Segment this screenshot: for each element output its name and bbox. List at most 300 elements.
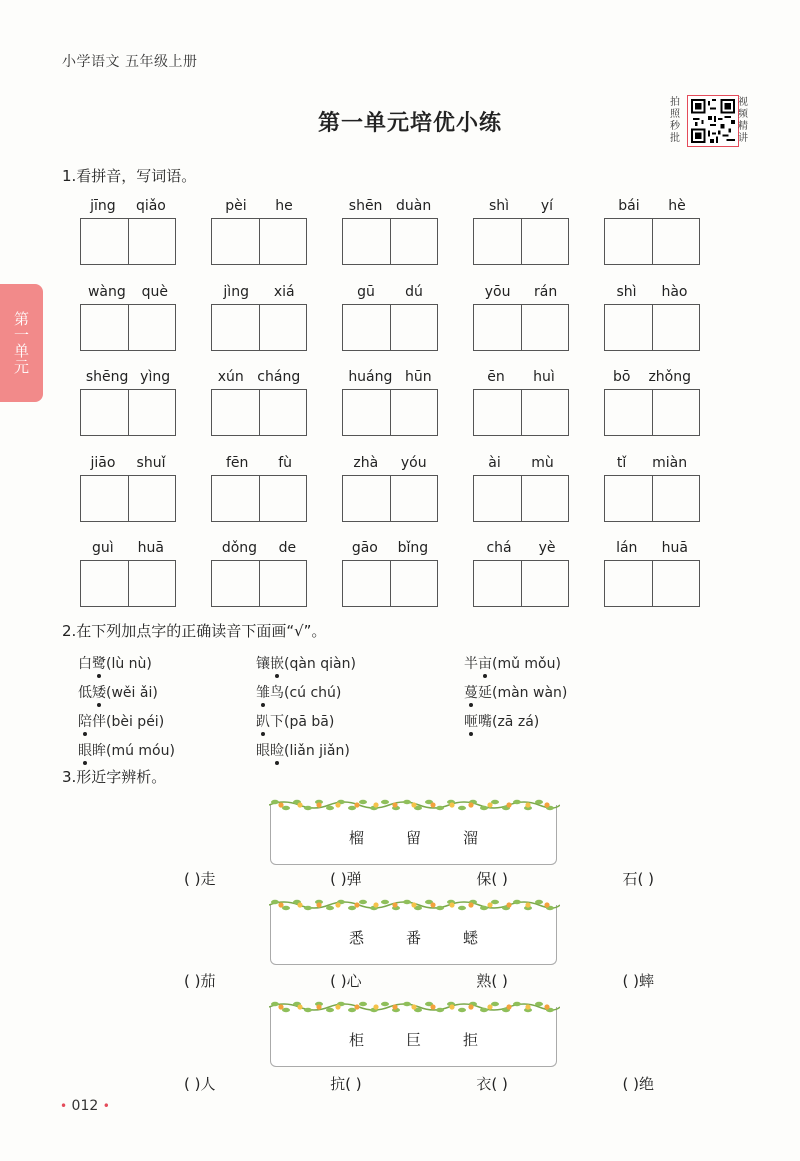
page-number (60, 1098, 110, 1114)
word-cell (342, 452, 438, 538)
pinyin-syllable: gū (357, 283, 375, 300)
writing-box[interactable] (474, 390, 521, 435)
writing-boxes (211, 475, 307, 522)
q1-title: 1.看拼音，写词语。 (62, 167, 197, 185)
reading-options: 延(màn wàn) (478, 684, 568, 701)
word-cell (211, 195, 307, 281)
pronunciation-item[interactable] (256, 711, 464, 731)
word-cell (80, 366, 176, 452)
fill-blank[interactable]: 熟( ) (476, 972, 508, 990)
reading-options: 嘴(zā zá) (478, 713, 540, 730)
pinyin-label (604, 195, 700, 218)
writing-boxes (604, 389, 700, 436)
dotted-char-text: 睑 (270, 742, 284, 759)
flower-vine-icon (269, 999, 560, 1015)
word-cell (211, 452, 307, 538)
pinyin-syllable: pèi (225, 198, 247, 214)
dotted-char (78, 714, 92, 730)
writing-box[interactable] (521, 219, 569, 264)
dotted-char (92, 685, 106, 701)
pinyin-syllable: shì (616, 283, 637, 300)
fill-blank[interactable]: ( )绝 (622, 1075, 654, 1093)
emphasis-dot-icon (469, 703, 473, 707)
card-char: 番 (405, 929, 421, 947)
writing-box[interactable] (343, 305, 390, 350)
pinyin-label (473, 452, 569, 475)
pinyin-syllable: yè (538, 540, 556, 556)
word-char: 白 (78, 655, 92, 672)
writing-box[interactable] (81, 305, 128, 350)
pinyin-syllable: rán (534, 283, 558, 300)
pinyin-label (80, 537, 176, 560)
pinyin-syllable: fēn (225, 454, 249, 471)
writing-box[interactable] (605, 390, 652, 435)
word-cell (80, 452, 176, 538)
pinyin-syllable: guì (92, 540, 114, 556)
card-char: 蟋 (463, 929, 479, 947)
pinyin-label (80, 366, 176, 389)
pinyin-syllable: yōu (484, 283, 511, 300)
writing-box[interactable] (390, 390, 438, 435)
writing-boxes (342, 475, 438, 522)
word-cell (473, 366, 569, 452)
pinyin-label (342, 195, 438, 218)
pinyin-label (604, 281, 700, 304)
fill-blank[interactable]: 衣( ) (476, 1075, 508, 1093)
writing-box[interactable] (259, 561, 307, 606)
pinyin-syllable: shì (488, 198, 509, 214)
emphasis-dot-icon (97, 703, 101, 707)
writing-boxes (80, 218, 176, 265)
emphasis-dot-icon (83, 761, 87, 765)
pinyin-syllable: yìng (140, 369, 171, 385)
word-cell (604, 366, 700, 452)
pinyin-label (604, 452, 700, 475)
writing-box[interactable] (128, 305, 176, 350)
pronunciation-item[interactable] (256, 740, 464, 760)
dotted-char (78, 743, 92, 759)
card-chars (271, 827, 556, 848)
pinyin-label (473, 195, 569, 218)
fill-blank[interactable]: 保( ) (476, 870, 508, 888)
writing-box[interactable] (212, 219, 259, 264)
pinyin-syllable: bái (618, 198, 640, 214)
writing-box[interactable] (128, 476, 176, 521)
fill-blank[interactable]: ( )心 (330, 972, 362, 990)
dotted-char-text: 雏 (256, 684, 270, 701)
pinyin-syllable: hè (668, 198, 686, 214)
pinyin-grid (80, 195, 700, 623)
word-cell (473, 537, 569, 623)
pinyin-label (80, 281, 176, 304)
writing-box[interactable] (652, 476, 700, 521)
word-row (80, 452, 700, 538)
pinyin-label (473, 537, 569, 560)
pinyin-syllable: hūn (405, 369, 432, 385)
card-char: 悉 (348, 929, 364, 947)
pinyin-syllable: xiá (273, 283, 295, 300)
pinyin-syllable: huáng (348, 369, 393, 385)
pronunciation-row (78, 677, 718, 706)
pinyin-label (211, 281, 307, 304)
pinyin-label (473, 366, 569, 389)
writing-boxes (211, 304, 307, 351)
writing-box[interactable] (605, 561, 652, 606)
writing-box[interactable] (521, 390, 569, 435)
writing-boxes (342, 560, 438, 607)
pinyin-syllable: de (278, 540, 297, 556)
reading-options: 伴(bèi péi) (92, 713, 165, 730)
writing-box[interactable] (128, 219, 176, 264)
char-card (270, 805, 557, 865)
writing-box[interactable] (212, 305, 259, 350)
fill-blank-row (184, 868, 654, 889)
book-header: 小学语文 五年级上册 (62, 54, 198, 70)
qr-right-char: 视 (738, 97, 748, 108)
dotted-char-text: 眼 (78, 742, 92, 759)
pinyin-label (342, 281, 438, 304)
pinyin-syllable: cháng (257, 369, 301, 385)
dotted-char-text: 矮 (92, 684, 106, 701)
dotted-char (256, 714, 270, 730)
card-chars (271, 1029, 556, 1050)
char-card (270, 905, 557, 965)
dotted-char-text: 亩 (478, 655, 492, 672)
writing-box[interactable] (343, 390, 390, 435)
emphasis-dot-icon (261, 703, 265, 707)
writing-box[interactable] (521, 476, 569, 521)
pinyin-syllable: zhǒng (648, 369, 691, 385)
writing-box[interactable] (521, 305, 569, 350)
qr-right-char: 精 (738, 121, 748, 132)
writing-box[interactable] (212, 390, 259, 435)
writing-box[interactable] (212, 476, 259, 521)
word-row (80, 366, 700, 452)
pinyin-syllable: lán (616, 540, 638, 556)
word-cell (473, 281, 569, 367)
pinyin-syllable: què (141, 283, 169, 300)
pinyin-label (473, 281, 569, 304)
word-char: 半 (464, 655, 478, 672)
dotted-char (464, 714, 478, 730)
writing-boxes (604, 560, 700, 607)
card-char: 榴 (348, 829, 364, 847)
writing-boxes (604, 218, 700, 265)
pronunciation-item[interactable] (464, 711, 664, 731)
pinyin-syllable: duàn (396, 198, 432, 214)
pinyin-syllable: qiǎo (135, 198, 166, 214)
word-cell (604, 452, 700, 538)
fill-blank[interactable]: ( )蟀 (622, 972, 654, 990)
reading-options: (mǔ mǒu) (492, 655, 561, 672)
card-char: 柜 (348, 1031, 364, 1049)
pronunciation-item[interactable] (78, 740, 256, 760)
dotted-char (256, 685, 270, 701)
pinyin-label (342, 452, 438, 475)
reading-options: (liǎn jiǎn) (284, 742, 350, 759)
writing-boxes (80, 304, 176, 351)
pinyin-syllable: wàng (87, 283, 126, 300)
writing-boxes (211, 560, 307, 607)
dotted-char (92, 656, 106, 672)
pronunciation-item[interactable] (78, 682, 256, 702)
word-cell (604, 281, 700, 367)
pinyin-syllable: tǐ (616, 454, 627, 471)
pinyin-syllable: ài (488, 454, 501, 471)
unit-side-tab[interactable] (0, 284, 43, 402)
word-cell (473, 452, 569, 538)
flower-vine-icon (269, 897, 560, 913)
word-char: 低 (78, 684, 92, 701)
writing-box[interactable] (259, 476, 307, 521)
pinyin-syllable: dú (405, 283, 423, 300)
pinyin-syllable: shēn (348, 198, 383, 214)
qr-block[interactable] (670, 95, 760, 150)
writing-box[interactable] (652, 561, 700, 606)
pinyin-syllable: mù (531, 454, 554, 471)
writing-box[interactable] (81, 390, 128, 435)
fill-blank[interactable]: 抗( ) (330, 1075, 362, 1093)
writing-box[interactable] (474, 219, 521, 264)
qr-left-char: 拍 (670, 97, 680, 108)
fill-blank[interactable]: ( )人 (184, 1075, 216, 1093)
word-row (80, 537, 700, 623)
qr-code-icon[interactable] (687, 95, 739, 147)
reading-options: 鸟(cú chú) (270, 684, 342, 701)
fill-blank[interactable]: ( )茄 (184, 972, 216, 990)
fill-blank-row (184, 1073, 654, 1094)
dotted-char-text: 蔓 (464, 684, 478, 701)
pinyin-syllable: dǒng (221, 540, 258, 556)
page-number-text: 012 (71, 1098, 99, 1114)
pinyin-syllable: miàn (652, 454, 688, 471)
writing-box[interactable] (605, 219, 652, 264)
q2-title: 2.在下列加点字的正确读音下面画“√”。 (62, 622, 327, 640)
word-cell (80, 195, 176, 281)
emphasis-dot-icon (275, 674, 279, 678)
page-number-bullet: • (60, 1099, 68, 1113)
writing-box[interactable] (390, 305, 438, 350)
qr-left-char: 秒 (670, 121, 680, 132)
fill-blank[interactable]: ( )弹 (330, 870, 362, 888)
word-cell (342, 537, 438, 623)
writing-boxes (473, 218, 569, 265)
writing-box[interactable] (474, 305, 521, 350)
pinyin-syllable: ēn (487, 369, 505, 385)
pronunciation-list (78, 648, 718, 764)
dotted-char-text: 鹭 (92, 655, 106, 672)
word-cell (211, 366, 307, 452)
writing-boxes (604, 304, 700, 351)
pronunciation-item[interactable] (256, 682, 464, 702)
card-char: 巨 (405, 1031, 421, 1049)
writing-box[interactable] (128, 561, 176, 606)
pronunciation-item[interactable] (464, 653, 664, 673)
writing-boxes (604, 475, 700, 522)
word-char: 眼 (256, 742, 270, 759)
dotted-char-text: 陪 (78, 713, 92, 730)
writing-box[interactable] (81, 561, 128, 606)
pinyin-label (211, 366, 307, 389)
word-cell (342, 366, 438, 452)
pinyin-syllable: bǐng (397, 540, 429, 556)
dotted-char (270, 743, 284, 759)
writing-boxes (80, 560, 176, 607)
qr-left-char: 批 (670, 133, 680, 144)
pinyin-syllable: fù (278, 454, 293, 471)
pinyin-syllable: hào (661, 283, 688, 300)
card-chars (271, 927, 556, 948)
writing-boxes (80, 389, 176, 436)
pronunciation-row (78, 706, 718, 735)
writing-box[interactable] (390, 476, 438, 521)
writing-box[interactable] (605, 305, 652, 350)
reading-options: 下(pā bā) (270, 713, 335, 730)
pinyin-label (80, 452, 176, 475)
fill-blank[interactable]: 石( ) (622, 870, 654, 888)
pinyin-syllable: xún (217, 369, 244, 385)
writing-boxes (473, 475, 569, 522)
pinyin-label (342, 537, 438, 560)
dotted-char (464, 685, 478, 701)
reading-options: (qàn qiàn) (284, 655, 356, 672)
word-cell (211, 281, 307, 367)
pinyin-syllable: gāo (351, 540, 378, 556)
word-cell (342, 281, 438, 367)
writing-boxes (473, 389, 569, 436)
pronunciation-row (78, 648, 718, 677)
pinyin-syllable: huā (661, 540, 688, 556)
writing-boxes (342, 389, 438, 436)
pronunciation-item[interactable] (256, 653, 464, 673)
card-char: 溜 (463, 829, 479, 847)
pinyin-label (604, 366, 700, 389)
writing-box[interactable] (390, 561, 438, 606)
unit-side-tab-label: 第一单元 (12, 311, 30, 375)
word-cell (80, 537, 176, 623)
pinyin-syllable: shēng (85, 369, 129, 385)
reading-options: (wěi ǎi) (106, 684, 158, 701)
pinyin-syllable: jiāo (90, 454, 116, 471)
pinyin-syllable: shuǐ (136, 454, 166, 471)
word-cell (211, 537, 307, 623)
writing-box[interactable] (259, 219, 307, 264)
pronunciation-row (78, 735, 718, 764)
pinyin-label (211, 195, 307, 218)
pinyin-label (604, 537, 700, 560)
emphasis-dot-icon (261, 732, 265, 736)
pinyin-syllable: jīng (90, 198, 116, 214)
qr-right-char: 频 (738, 109, 748, 120)
pinyin-syllable: huì (533, 369, 555, 385)
writing-boxes (342, 304, 438, 351)
writing-box[interactable] (212, 561, 259, 606)
dotted-char (478, 656, 492, 672)
writing-box[interactable] (81, 219, 128, 264)
card-char: 留 (405, 829, 421, 847)
writing-box[interactable] (474, 561, 521, 606)
char-card (270, 1007, 557, 1067)
writing-box[interactable] (259, 390, 307, 435)
pronunciation-item[interactable] (78, 711, 256, 731)
pinyin-label (211, 537, 307, 560)
pinyin-label (211, 452, 307, 475)
emphasis-dot-icon (97, 674, 101, 678)
writing-box[interactable] (652, 219, 700, 264)
writing-boxes (473, 304, 569, 351)
pinyin-label (80, 195, 176, 218)
word-row (80, 195, 700, 281)
qr-right-char: 讲 (738, 133, 748, 144)
word-cell (473, 195, 569, 281)
word-cell (342, 195, 438, 281)
dotted-char-text: 趴 (256, 713, 270, 730)
pronunciation-item[interactable] (464, 682, 664, 702)
page-title: 第一单元培优小练 (317, 111, 502, 136)
word-cell (604, 537, 700, 623)
writing-boxes (211, 389, 307, 436)
qr-left-char: 照 (670, 109, 680, 120)
writing-box[interactable] (81, 476, 128, 521)
writing-box[interactable] (605, 476, 652, 521)
flower-vine-icon (269, 797, 560, 813)
word-row (80, 281, 700, 367)
reading-options: 眸(mú móu) (92, 742, 175, 759)
fill-blank[interactable]: ( )走 (184, 870, 216, 888)
writing-boxes (342, 218, 438, 265)
writing-box[interactable] (474, 476, 521, 521)
writing-box[interactable] (343, 561, 390, 606)
word-cell (80, 281, 176, 367)
writing-box[interactable] (259, 305, 307, 350)
writing-box[interactable] (390, 219, 438, 264)
pinyin-syllable: jìng (223, 283, 249, 300)
pinyin-syllable: huā (137, 540, 164, 556)
dotted-char-text: 嵌 (270, 655, 284, 672)
pinyin-syllable: bō (613, 369, 631, 385)
emphasis-dot-icon (275, 761, 279, 765)
writing-box[interactable] (128, 390, 176, 435)
dotted-char (270, 656, 284, 672)
dotted-char-text: 咂 (464, 713, 478, 730)
pinyin-syllable: yóu (400, 454, 427, 471)
writing-boxes (80, 475, 176, 522)
pinyin-syllable: chá (486, 540, 512, 556)
pinyin-syllable: zhà (353, 454, 379, 471)
emphasis-dot-icon (469, 732, 473, 736)
page-number-bullet: • (102, 1099, 110, 1113)
q3-title: 3.形近字辨析。 (62, 768, 167, 786)
pronunciation-item[interactable] (78, 653, 256, 673)
word-char: 镶 (256, 655, 270, 672)
writing-box[interactable] (343, 476, 390, 521)
writing-box[interactable] (521, 561, 569, 606)
writing-box[interactable] (343, 219, 390, 264)
pinyin-syllable: yí (540, 198, 554, 214)
emphasis-dot-icon (83, 732, 87, 736)
emphasis-dot-icon (483, 674, 487, 678)
writing-box[interactable] (652, 390, 700, 435)
pinyin-syllable: he (275, 198, 293, 214)
word-cell (604, 195, 700, 281)
fill-blank-row (184, 970, 654, 991)
pinyin-label (342, 366, 438, 389)
qr-right-label (738, 97, 760, 144)
writing-boxes (211, 218, 307, 265)
writing-boxes (473, 560, 569, 607)
card-char: 拒 (463, 1031, 479, 1049)
writing-box[interactable] (652, 305, 700, 350)
